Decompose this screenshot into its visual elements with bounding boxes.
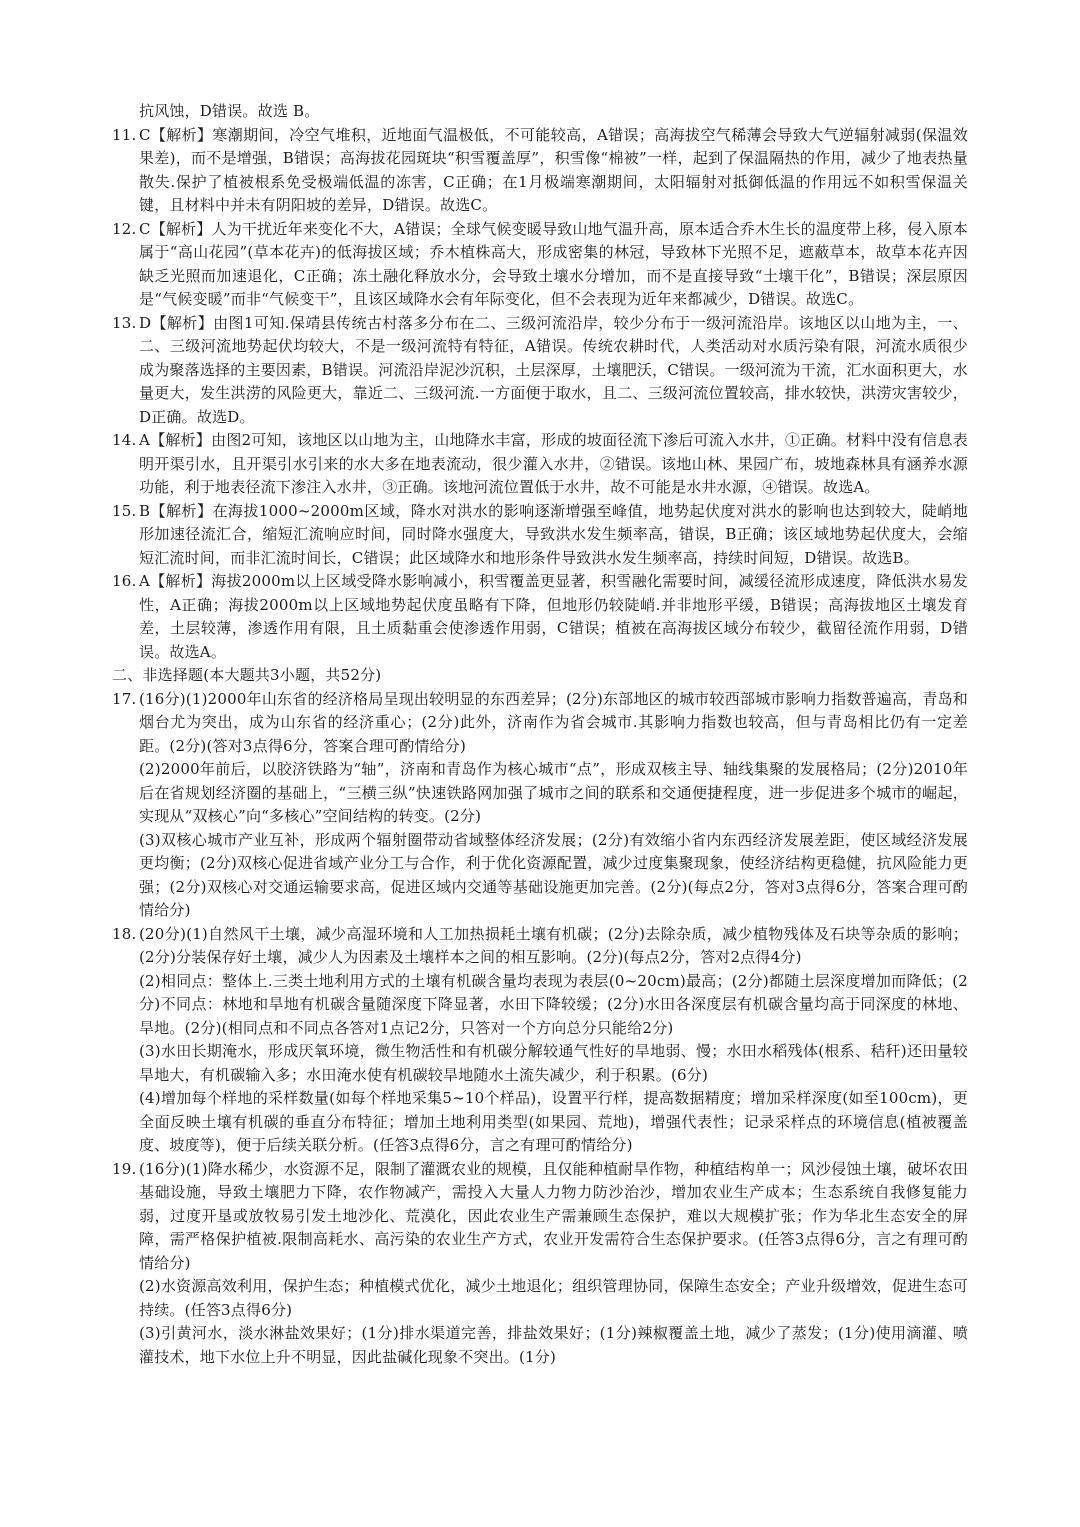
mc-item-11 [112, 124, 968, 218]
item-explanation: C【解析】寒潮期间，冷空气堆积，近地面气温极低，不可能较高，A错误；高海拔空气稀薄会导致大气逆辐射减弱(保温效果差)，而不是增强，B错误；高海拔花园斑块“积雪覆盖厚”，积雪像“棉被”一样，起到了保温隔热的作用，减少了地表热量散失.保护了植被根系免受极端低温的冻害，C正确；在1月极端寒潮期间，太阳辐射对抵御低温的作用远不如积雪保温关键，且材料中并未有阴阳坡的差异，D错误。故选C。 [139, 125, 968, 214]
item-18-part-3: (3)水田长期淹水，形成厌氧环境，微生物活性和有机碳分解较通气性好的旱地弱、慢；水田水稻残体(根系、秸秆)还田量较旱地大，有机碳输入多；水田淹水使有机碳较旱地随水土流失减少，利于积累。(6分) [139, 1042, 968, 1084]
item-18-part-2: (2)相同点：整体上.三类土地利用方式的土壤有机碳含量均表现为表层(0~20cm)最高；(2分)都随土层深度增加而降低；(2分)不同点：林地和旱地有机碳含量随深度下降显著，水田下降较缓；(2分)水田各深度层有机碳含量均高于同深度的林地、旱地。(2分)(相同点和不同点各答对1点记2分，只答对一个方向总分只能给2分) [139, 971, 968, 1037]
section-title: 二、非选择题(本大题共3小题，共52分) [112, 666, 382, 684]
item-19-part-3: (3)引黄河水，淡水淋盐效果好；(1分)排水渠道完善，排盐效果好；(1分)辣椒覆盖土地，减少了蒸发；(1分)使用滴灌、喷灌技术，地下水位上升不明显，因此盐碱化现象不突出。(1分) [139, 1324, 968, 1366]
item-number: 13. [112, 313, 137, 332]
essay-item-17 [112, 688, 968, 759]
item-answer: (20分)(1)自然风干土壤，减少高湿环境和人工加热损耗土壤有机碳；(2分)去除杂质，减少植物残体及石块等杂质的影响；(2分)分装保存好土壤，减少人为因素及土壤样本之间的相互影响。(2分)(每点2分，答对2点得4分) [139, 924, 968, 966]
item-explanation: D【解析】由图1可知.保靖县传统古村落多分布在二、三级河流沿岸，较少分布于一级河流沿岸。该地区以山地为主，一、二、三级河流地势起伏均较大，不是一级河流特有特征，A错误。传统农耕时代，人类活动对水质污染有限，河流水质很少成为聚落选择的主要因素，B错误。河流沿岸泥沙沉积，土层深厚，土壤肥沃，C错误。一级河流为干流，汇水面积更大，水量更大，发生洪涝的风险更大，靠近二、三级河流.一方面便于取水，且二、三级河流位置较高，排水较快，洪涝灾害较少，D正确。故选D。 [139, 313, 968, 426]
item-number: 15. [112, 501, 137, 520]
item-explanation: A【解析】由图2可知，该地区以山地为主，山地降水丰富，形成的坡面径流下渗后可流入水井，①正确。材料中没有信息表明开渠引水，且开渠引水引来的水大多在地表流动，很少灌入水井，②错误。该地山林、果园广布，坡地森林具有涵养水源功能，利于地表径流下渗注入水井，③正确。该地河流位置低于水井，故不可能是水井水源，④错误。故选A。 [139, 431, 968, 496]
item-number: 19. [112, 1159, 137, 1178]
mc-item-16 [112, 570, 968, 664]
item-answer: (16分)(1)降水稀少，水资源不足，限制了灌溉农业的规模，且仅能种植耐旱作物，种植结构单一；风沙侵蚀土壤，破坏农田基础设施，导致土壤肥力下降，农作物减产，需投入大量人力物力防沙治沙，增加农业生产成本；生态系统自我修复能力弱，过度开垦或放牧易引发土地沙化、荒漠化，因此农业生产需兼顾生态保护，难以大规模扩张；作为华北生态安全的屏障，需严格保护植被.限制高耗水、高污染的农业生产方式，农业开发需符合生态保护要求。(任答3点得6分，言之有理可酌情给分) [139, 1159, 968, 1272]
item-17-part-2: (2)2000年前后，以胶济铁路为“轴”，济南和青岛作为核心城市“点”，形成双核主导、轴线集聚的发展格局；(2分)2010年后在省规划经济圈的基础上，“三横三纵”快速铁路网加强了城市之间的联系和交通便捷程度，进一步促进多个城市的崛起，实现从“双核心”向“多核心”空间结构的转变。(2分) [139, 760, 968, 825]
item-explanation: A【解析】海拔2000m以上区域受降水影响减小，积雪覆盖更显著，积雪融化需要时间，减缓径流形成速度，降低洪水易发性，A正确；海拔2000m以上区域地势起伏度虽略有下降，但地形仍较陡峭.并非地形平缓，B错误；高海拔地区土壤发育差，土层较薄，渗透作用有限，且土质黏重会使渗透作用弱，C错误；植被在高海拔区域分布较少，截留径流作用弱，D错误。故选A。 [139, 572, 968, 661]
item-17-part-3: (3)双核心城市产业互补，形成两个辐射圈带动省域整体经济发展；(2分)有效缩小省内东西经济发展差距，使区域经济发展更均衡；(2分)双核心促进省域产业分工与合作，利于优化资源配置，减少过度集聚现象，使经济结构更稳健，抗风险能力更强；(2分)双核心对交通运输要求高，促进区域内交通等基础设施更加完善。(2分)(每点2分，答对3点得6分，答案合理可酌情给分) [139, 830, 968, 919]
mc-item-14 [112, 429, 968, 500]
item-number: 17. [112, 689, 137, 708]
item-number: 16. [112, 572, 137, 590]
item-19-part-2: (2)水资源高效利用，保护生态；种植模式优化，减少土地退化；组织管理协同，保障生态安全；产业升级增效，促进生态可持续。(任答3点得6分) [139, 1277, 968, 1319]
item-18-part-4: (4)增加每个样地的采样数量(如每个样地采集5~10个样品)，设置平行样，提高数据精度；增加采样深度(如至100cm)，更全面反映土壤有机碳的垂直分布特征；增加土地利用类型(如果园、荒地)，增强代表性；记录采样点的环境信息(植被覆盖度、坡度等)，便于后续关联分析。(任答3点得6分，言之有理可酌情给分) [139, 1089, 968, 1154]
item-number: 18. [112, 924, 137, 943]
essay-item-19 [112, 1158, 968, 1276]
mc-item-13 [112, 312, 968, 430]
essay-item-18 [112, 923, 968, 970]
item-number: 11. [112, 125, 137, 144]
item-explanation: C【解析】人为干扰近年来变化不大，A错误；全球气候变暖导致山地气温升高，原本适合乔木生长的温度带上移，侵入原本属于“高山花园”(草本花卉)的低海拔区域；乔木植株高大，形成密集的林冠，导致林下光照不足，遮蔽草本，故草本花卉因缺乏光照而加速退化，C正确；冻土融化释放水分，会导致土壤水分增加，而不是直接导致“土壤干化”，B错误；深层原因是“气候变暖”而非“气候变干”，且该区域降水会有年际变化，但不会表现为近年来都减少，D错误。故选C。 [139, 219, 968, 308]
mc-item-12 [112, 218, 968, 312]
item-number: 14. [112, 431, 137, 449]
item-answer: (16分)(1)2000年山东省的经济格局呈现出较明显的东西差异；(2分)东部地区的城市较西部城市影响力指数普遍高，青岛和烟台尤为突出，成为山东省的经济重心；(2分)此外，济南作为省会城市.其影响力指数也较高，但与青岛相比仍有一定差距。(2分)(答对3点得6分，答案合理可酌情给分) [139, 689, 968, 755]
intro-continuation: 抗风蚀，D错误。故选 B。 [139, 102, 320, 120]
item-number: 12. [112, 219, 137, 238]
item-explanation: B【解析】在海拔1000~2000m区域，降水对洪水的影响逐渐增强至峰值，地势起伏度对洪水的影响也达到较大，陡峭地形加速径流汇合，缩短汇流响应时间，同时降水强度大，导致洪水发生频率高，错误，B正确；该区域地势起伏度大，会缩短汇流时间，而非汇流时间长，C错误；此区域降水和地形条件导致洪水发生频率高，持续时间短，D错误。故选B。 [139, 501, 968, 567]
mc-item-15 [112, 500, 968, 571]
